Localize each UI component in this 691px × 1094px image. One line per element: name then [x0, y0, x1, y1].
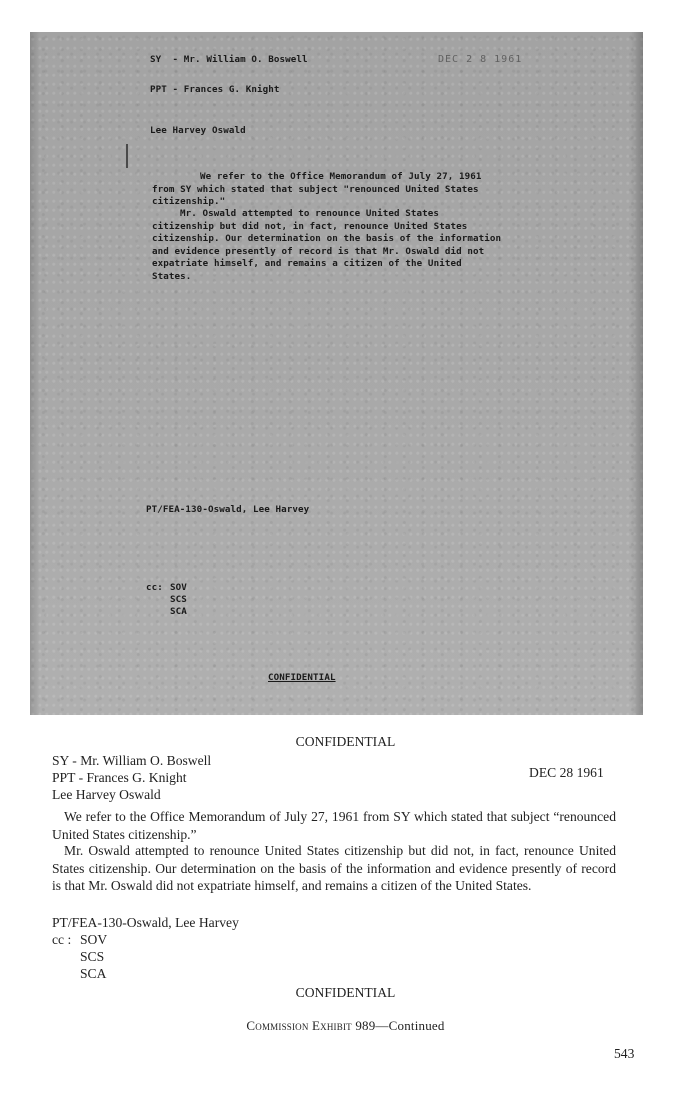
transcript-paragraph-2: Mr. Oswald attempted to renounce United States citizenship but did not, in fact, renounce United States citizenship. Our determination on the basis of the information and evidence presently of record is that Mr. Oswald did not expatriate himself, and remains a citizen of the United States. — [52, 843, 616, 893]
memo-cc-scs: SCS — [170, 594, 187, 605]
memo-photocopy — [30, 32, 643, 715]
exhibit-caption-continued: —Continued — [375, 1018, 445, 1033]
transcript-cc-sov: SOV — [80, 932, 108, 947]
memo-subject-line: Lee Harvey Oswald — [150, 125, 246, 136]
memo-classification-stamp: CONFIDENTIAL — [268, 672, 336, 683]
transcript-cc-label: cc : — [52, 932, 72, 947]
memo-paragraph-2: Mr. Oswald attempted to renounce United States citizenship but did not, in fact, renounce United States citizenship. Our determination on the basis of the information and evidence presently of record is that Mr. Oswald did not expatriate himself, and remains a citizen of the United States. — [152, 208, 502, 282]
transcript-from: SY - Mr. William O. Boswell — [52, 753, 212, 768]
transcript-subject: Lee Harvey Oswald — [52, 787, 161, 802]
photo-edge-shadow-left — [30, 32, 40, 715]
date-received-stamp: DEC 2 8 1961 — [438, 54, 523, 65]
transcript-file-reference: PT/FEA-130-Oswald, Lee Harvey — [52, 915, 239, 930]
exhibit-caption-number: 989 — [355, 1018, 376, 1033]
memo-paragraph-1: We refer to the Office Memorandum of July 27, 1961 from SY which stated that subject "renounced United States citizenship." — [152, 171, 482, 207]
transcript-cc-scs: SCS — [80, 949, 105, 964]
exhibit-caption — [0, 1017, 691, 1035]
transcript-paragraph-1: We refer to the Office Memorandum of July 27, 1961 from SY which stated that subject “renounced United States citizenship.” — [52, 809, 616, 842]
margin-mark — [126, 144, 128, 168]
page-number: 543 — [614, 1046, 635, 1061]
transcript-cc-sca: SCA — [80, 966, 107, 981]
exhibit-caption-title: Commission Exhibit — [246, 1018, 352, 1033]
memo-file-reference: PT/FEA-130-Oswald, Lee Harvey — [146, 504, 310, 515]
memo-cc-sov: SOV — [170, 582, 187, 593]
transcript-date: DEC 28 1961 — [529, 765, 604, 780]
transcript-to: PPT - Frances G. Knight — [52, 770, 187, 785]
memo-to-line: PPT - Frances G. Knight — [150, 84, 280, 95]
transcript-footer-classification: CONFIDENTIAL — [295, 985, 396, 1000]
transcript-header-classification: CONFIDENTIAL — [295, 734, 396, 749]
memo-from-line: SY - Mr. William O. Boswell — [150, 54, 308, 65]
memo-cc-sca: SCA — [170, 606, 187, 617]
photo-edge-shadow-right — [631, 32, 643, 715]
memo-cc-label: cc: — [146, 582, 163, 593]
